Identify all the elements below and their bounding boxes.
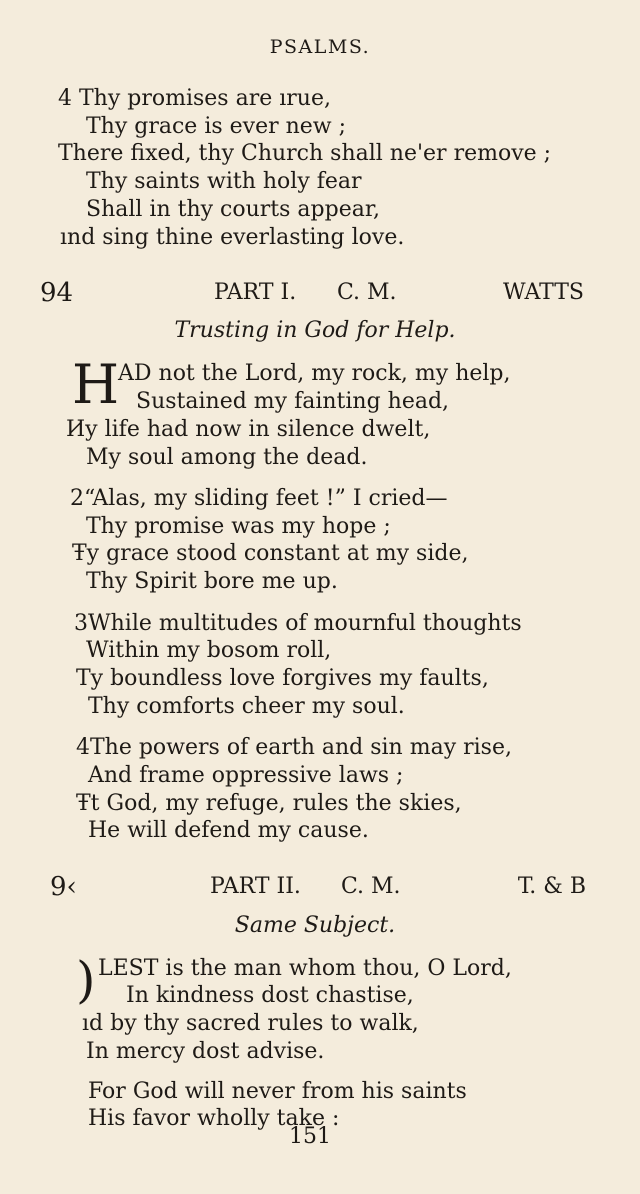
page-number: 151 (289, 1124, 331, 1149)
hymn-heading (0, 874, 640, 904)
verse-line: Within my bosom roll, (86, 638, 332, 663)
verse-line: 3While multitudes of mournful thoughts (74, 611, 522, 636)
hymn-meter: C. M. (337, 280, 397, 305)
verse-line: AD not the Lord, my rock, my help, (118, 361, 511, 386)
hymn-author: T. & B (517, 874, 586, 899)
continuation-line: Thy saints with holy fear (86, 169, 362, 194)
hymn-subtitle: Same Subject. (234, 913, 396, 938)
verse-line: Ty boundless love forgives my faults, (76, 666, 489, 691)
verse-line: He will defend my cause. (88, 818, 369, 843)
continuation-line: ınd sing thine everlasting love. (60, 225, 405, 250)
continuation-line: 4 Thy promises are ırue, (58, 86, 331, 111)
verse-line: Thy Spirit bore me up. (86, 569, 338, 594)
verse-line: My soul among the dead. (86, 445, 368, 470)
verse-line: Ŧy grace stood constant at my side, (72, 541, 469, 566)
verse-line: In kindness dost chastise, (126, 983, 414, 1008)
running-header: PSALMS. (269, 36, 371, 58)
continuation-line: Thy grace is ever new ; (86, 114, 347, 139)
verse-line: Иy life had now in silence dwelt, (66, 417, 431, 442)
hymn-meter: C. M. (341, 874, 401, 899)
verse-line: Ŧt God, my refuge, rules the skies, (76, 791, 462, 816)
verse-line: Thy comforts cheer my soul. (88, 694, 405, 719)
hymn-part: PART I. (214, 280, 297, 305)
hymn-number: 94 (40, 278, 74, 308)
hymn-subtitle: Trusting in God for Help. (174, 318, 456, 343)
verse-line: ıd by thy sacred rules to walk, (82, 1011, 419, 1036)
verse-line: Sustained my fainting head, (136, 389, 450, 414)
verse-line: His favor wholly take : (88, 1106, 340, 1131)
hymn-author: WATTS (502, 280, 584, 305)
verse-line: 4The powers of earth and sin may rise, (76, 735, 512, 760)
drop-capital: ) (76, 951, 96, 1009)
verse-line: For God will never from his saints (88, 1079, 467, 1104)
hymn-part: PART II. (210, 874, 301, 899)
verse-line: LEST is the man whom thou, O Lord, (98, 956, 512, 981)
verse-line: In mercy dost advise. (86, 1039, 325, 1064)
hymn-number: 9‹ (50, 872, 77, 902)
verse-line: 2“Alas, my sliding feet !” I cried— (70, 486, 448, 511)
hymn-heading (0, 280, 640, 310)
verse-line: And frame oppressive laws ; (88, 763, 404, 788)
drop-capital: H (72, 353, 120, 416)
verse-line: Thy promise was my hope ; (86, 514, 391, 539)
continuation-line: There fixed, thy Church shall ne'er remove ; (58, 141, 552, 166)
continuation-line: Shall in thy courts appear, (86, 197, 380, 222)
